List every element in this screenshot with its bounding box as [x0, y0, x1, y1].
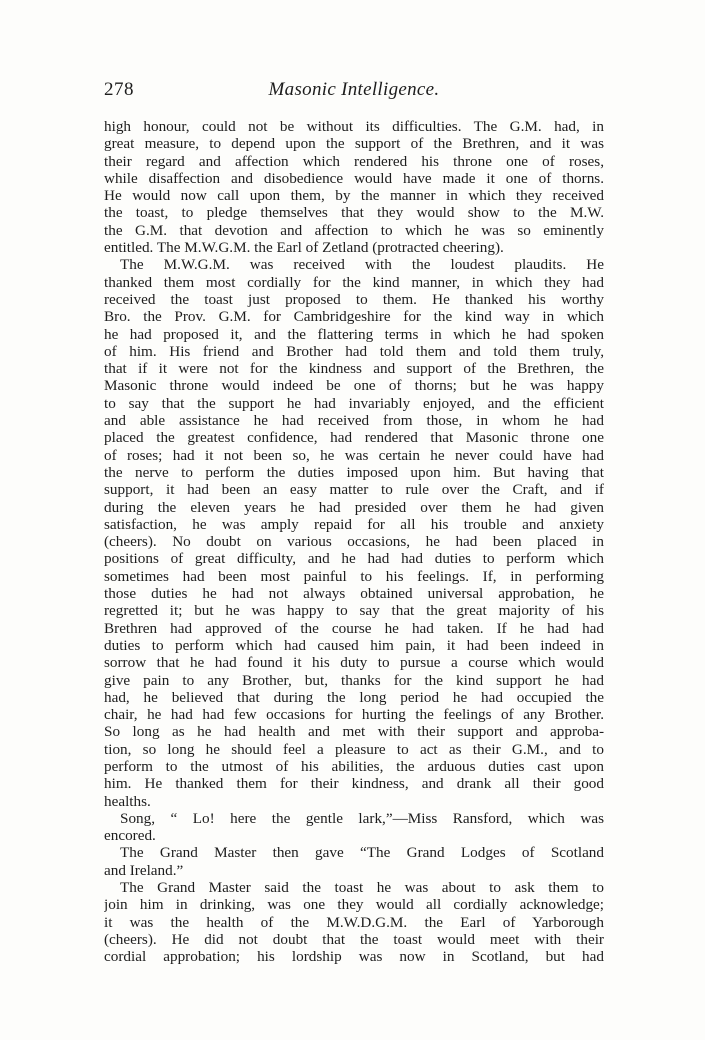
text-line: satisfaction, he was amply repaid for all his trouble and anxiety: [104, 515, 604, 533]
text-line: The Grand Master said the toast he was about to ask them to: [120, 879, 604, 897]
text-line: high honour, could not be without its difficulties. The G.M. had, in: [104, 118, 604, 135]
text-line: that if it were not for the kindness and support of the Brethren, the: [104, 360, 604, 378]
text-line: cordial approbation; his lordship was now in Scotland, but had: [104, 948, 604, 966]
text-line: support, it had been an easy matter to rule over the Craft, and if: [104, 481, 604, 499]
text-line: sorrow that he had found it his duty to pursue a course which would: [104, 654, 604, 672]
text-line: those duties he had not always obtained universal approbation, he: [104, 585, 604, 603]
text-line: their regard and affection which rendered his throne one of roses,: [104, 152, 604, 170]
text-line: of roses; had it not been so, he was certain he never could have had: [104, 446, 604, 464]
text-line: placed the greatest confidence, had rendered that Masonic throne one: [104, 429, 604, 447]
text-line: healths.: [104, 792, 151, 810]
text-line: to say that the support he had invariably enjoyed, and the efficient: [104, 394, 604, 412]
text-line: thanked them most cordially for the kind manner, in which they had: [104, 273, 604, 291]
text-line: sometimes had been most painful to his feelings. If, in performing: [104, 567, 604, 585]
text-line: of him. His friend and Brother had told them and told them truly,: [104, 342, 604, 360]
text-line: He would now call upon them, by the manner in which they received: [104, 187, 604, 205]
text-line: he had proposed it, and the flattering terms in which he had spoken: [104, 325, 604, 343]
text-line: positions of great difficulty, and he had had duties to perform which: [104, 550, 604, 568]
text-line: and able assistance he had received from those, in whom he had: [104, 412, 604, 430]
text-line: (cheers). No doubt on various occasions, he had been placed in: [104, 533, 604, 551]
text-line: entitled. The M.W.G.M. the Earl of Zetland (protracted cheering).: [104, 239, 504, 257]
body-text: [104, 118, 604, 966]
text-line: tion, so long he should feel a pleasure to act as their G.M., and to: [104, 740, 604, 758]
text-line: the toast, to pledge themselves that they would show to the M.W.: [104, 204, 604, 222]
text-line: Masonic throne would indeed be one of thorns; but he was happy: [104, 377, 604, 395]
text-line: received the toast just proposed to them. He thanked his worthy: [104, 290, 604, 308]
text-line: regretted it; but he was happy to say that the great majority of his: [104, 602, 604, 620]
text-line: (cheers). He did not doubt that the toast would meet with their: [104, 930, 604, 948]
page-number: 278: [104, 79, 134, 100]
text-line: The M.W.G.M. was received with the loudest plaudits. He: [120, 256, 604, 274]
text-line: it was the health of the M.W.D.G.M. the Earl of Yarborough: [104, 913, 604, 931]
text-line: the nerve to perform the duties imposed upon him. But having that: [104, 463, 604, 481]
text-line: during the eleven years he had presided over them he had given: [104, 498, 604, 516]
text-line: the G.M. that devotion and affection to which he was so eminently: [104, 221, 604, 239]
text-line: chair, he had had few occasions for hurting the feelings of any Brother.: [104, 706, 604, 724]
text-line: him. He thanked them for their kindness, and drank all their good: [104, 775, 604, 793]
text-line: So long as he had health and met with their support and approba-: [104, 723, 604, 741]
text-line: Song, “ Lo! here the gentle lark,”—Miss Ransford, which was: [120, 809, 604, 827]
running-title: Masonic Intelligence.: [268, 79, 440, 100]
text-line: encored.: [104, 827, 156, 845]
text-line: while disaffection and disobedience would have made it one of thorns.: [104, 169, 604, 187]
text-line: join him in drinking, was one they would all cordially acknowledge;: [104, 896, 604, 914]
text-line: great measure, to depend upon the support of the Brethren, and it was: [104, 135, 604, 153]
text-line: Brethren had approved of the course he had taken. If he had had: [104, 619, 604, 637]
text-line: Bro. the Prov. G.M. for Cambridgeshire for the kind way in which: [104, 308, 604, 326]
text-line: had, he believed that during the long period he had occupied the: [104, 688, 604, 706]
text-line: The Grand Master then gave “The Grand Lodges of Scotland: [120, 844, 604, 862]
running-head: [104, 79, 604, 103]
text-line: and Ireland.”: [104, 861, 184, 879]
text-line: duties to perform which had caused him pain, it had been indeed in: [104, 636, 604, 654]
text-line: give pain to any Brother, but, thanks for the kind support he had: [104, 671, 604, 689]
text-line: perform to the utmost of his abilities, the arduous duties cast upon: [104, 757, 604, 775]
